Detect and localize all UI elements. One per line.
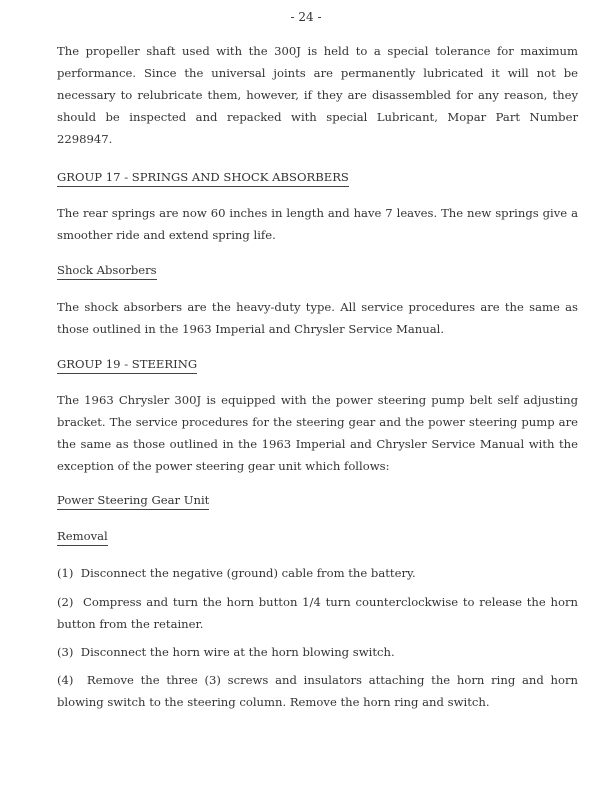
step-4: (4) Remove the three (3) screws and insulators attaching the horn ring and horn blowing switch to the steering column. Remove the horn ring and switch. — [57, 673, 582, 709]
paragraph-propeller-shaft: The propeller shaft used with the 300J is held to a special tolerance for maximum performance. Since the universal joints are permanently lubricated it will not be necessary to relubricate them, however, if they are disassembled for any reason, they should be inspected and repacked with special Lubricant, Mopar Part Number 2298947. — [57, 44, 578, 146]
heading-shock-absorbers: Shock Absorbers — [57, 262, 157, 280]
heading-group-17: GROUP 17 - SPRINGS AND SHOCK ABSORBERS — [57, 169, 349, 187]
page-number: - 24 - — [290, 10, 322, 24]
paragraph-shock-absorbers: The shock absorbers are the heavy-duty type. All service procedures are the same as those outlined in the 1963 Imperial and Chrysler Service Manual. — [57, 300, 578, 336]
paragraph-rear-springs: The rear springs are now 60 inches in length and have 7 leaves. The new springs give a smoother ride and extend spring life. — [57, 206, 578, 242]
heading-group-19: GROUP 19 - STEERING — [57, 356, 197, 374]
step-1: (1) Disconnect the negative (ground) cable from the battery. — [57, 566, 416, 580]
heading-removal: Removal — [57, 528, 108, 546]
heading-power-steering-gear-unit: Power Steering Gear Unit — [57, 492, 209, 510]
step-3: (3) Disconnect the horn wire at the horn blowing switch. — [57, 645, 395, 659]
paragraph-steering: The 1963 Chrysler 300J is equipped with the power steering pump belt self adjusting bracket. The service procedures for the steering gear and the power steering pump are the same as those outlined in the 1963 Imperial and Chrysler Service Manual with the exception of the power steering gear unit which follows: — [57, 393, 578, 473]
step-2: (2) Compress and turn the horn button 1/4 turn counterclockwise to release the horn button from the retainer. — [57, 595, 582, 631]
